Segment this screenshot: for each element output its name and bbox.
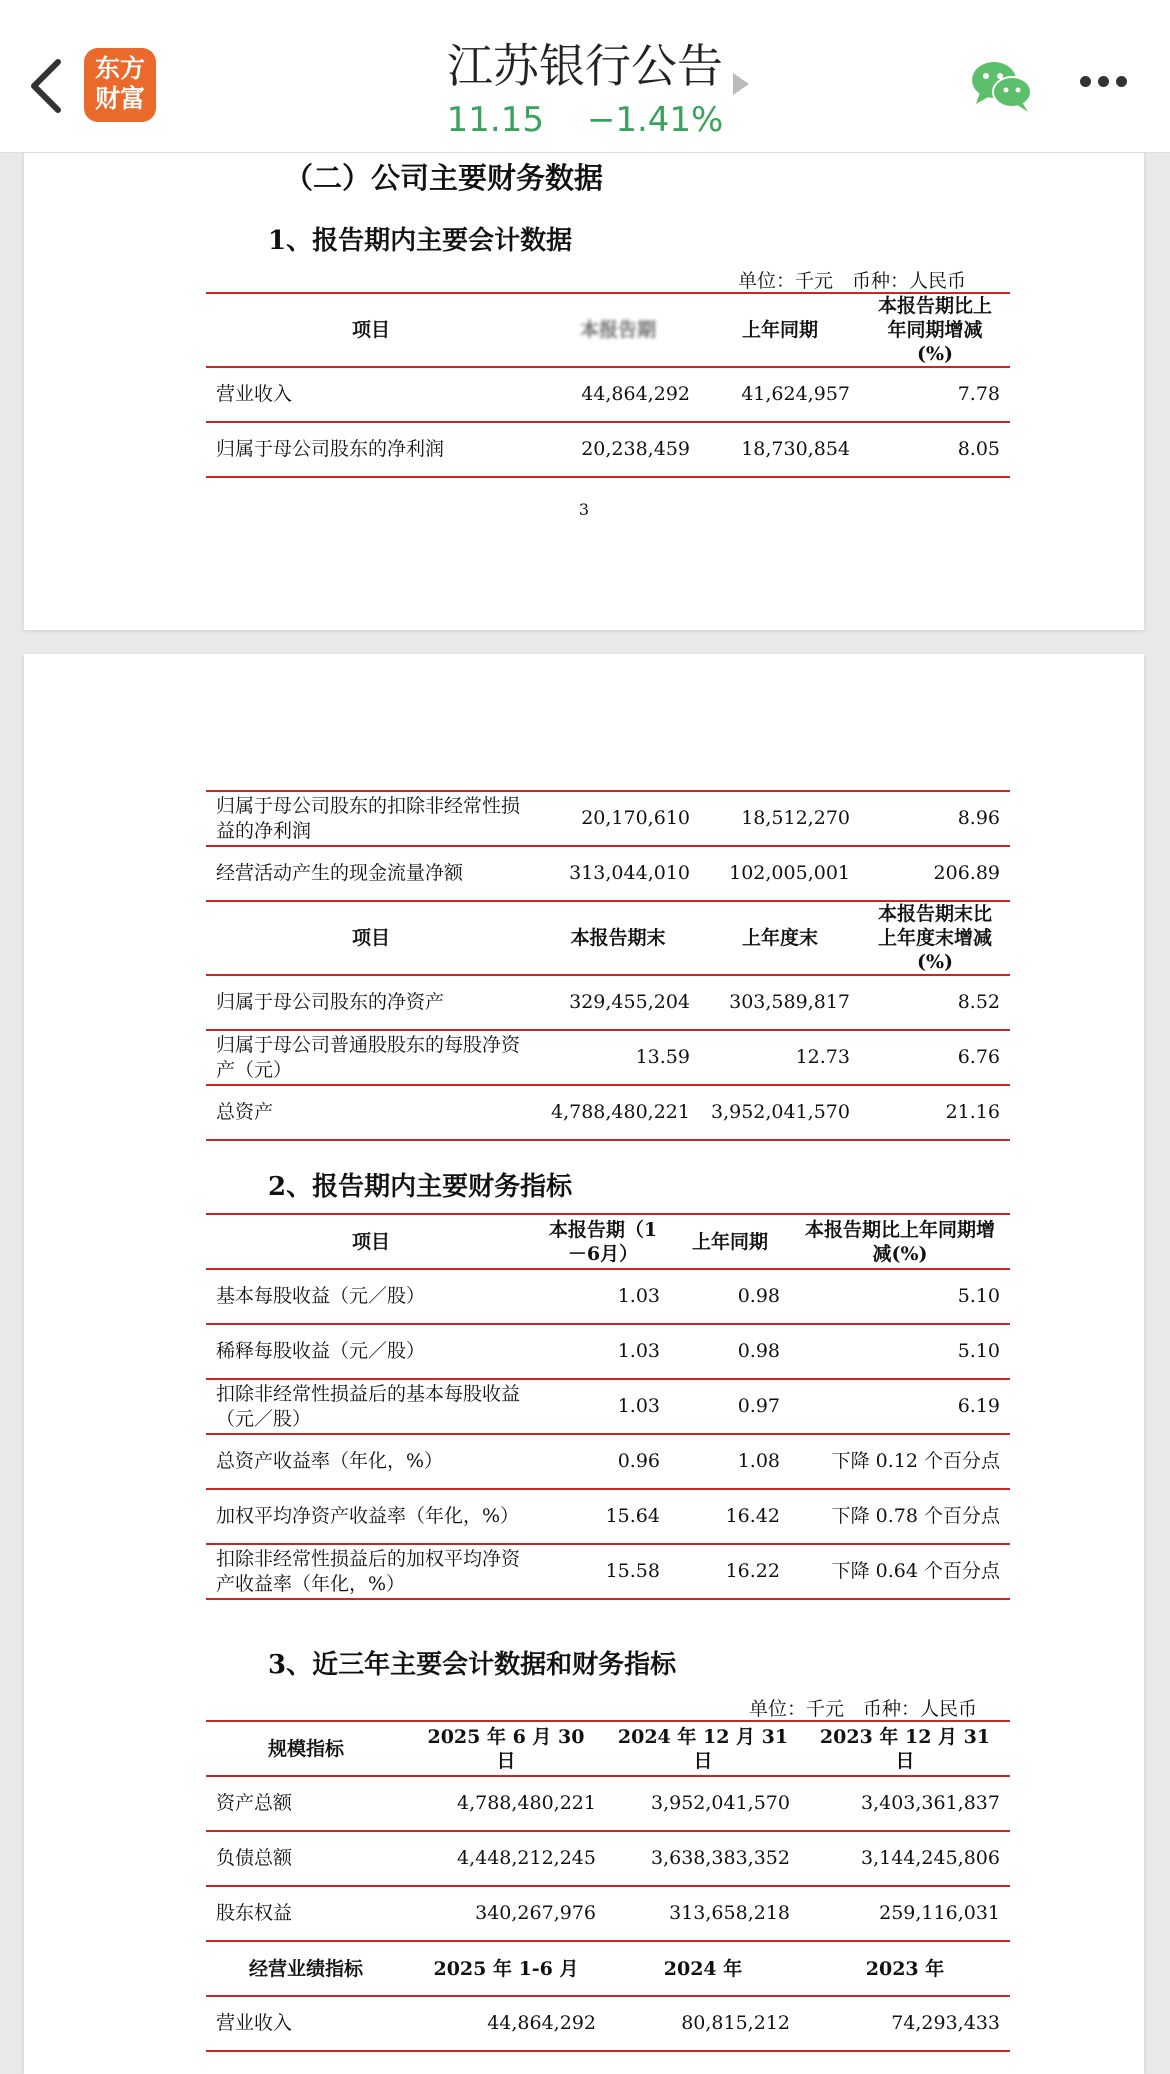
table-row	[206, 1324, 1010, 1379]
cell-value: 15.64	[536, 1489, 670, 1544]
table3-unit: 单位：千元 币种：人民币	[749, 1698, 978, 1720]
row-label: 营业收入	[206, 1996, 406, 2051]
cell-value: 3,952,041,570	[700, 1085, 860, 1140]
col-header: 2024 年	[606, 1941, 800, 1996]
col-header: 项目	[206, 901, 536, 975]
cell-value: 12.73	[700, 1030, 860, 1085]
table-row	[206, 1434, 1010, 1489]
cell-value: 303,589,817	[700, 975, 860, 1030]
table-row	[206, 1030, 1010, 1085]
table-header-row	[206, 293, 1010, 367]
row-label: 经营活动产生的现金流量净额	[206, 846, 536, 901]
col-header: 本报告期比上年同期增减(%)	[790, 1214, 1010, 1269]
table-header-row	[206, 1941, 1010, 1996]
col-header: 本报告期末	[536, 901, 700, 975]
cell-value: 4,448,212,245	[406, 1831, 606, 1886]
col-header: 2024 年 12 月 31 日	[606, 1721, 800, 1776]
cell-value: 329,455,204	[536, 975, 700, 1030]
col-header: 上年同期	[670, 1214, 790, 1269]
row-label: 负债总额	[206, 1831, 406, 1886]
page-number: 3	[578, 500, 590, 519]
table-header-row	[206, 901, 1010, 975]
table-row	[206, 791, 1010, 846]
table-row	[206, 1776, 1010, 1831]
cell-value: 1.03	[536, 1379, 670, 1434]
cell-value: 313,658,218	[606, 1886, 800, 1941]
table-row	[206, 1544, 1010, 1599]
row-label: 归属于母公司普通股股东的每股净资产（元）	[206, 1030, 536, 1085]
more-icon[interactable]	[1080, 72, 1136, 86]
table-row	[206, 975, 1010, 1030]
cell-value: 340,267,976	[406, 1886, 606, 1941]
cell-value: 8.96	[860, 791, 1010, 846]
table-row	[206, 1269, 1010, 1324]
cell-value: 5.10	[790, 1269, 1010, 1324]
top-nav-bar	[0, 0, 1170, 153]
eastmoney-logo[interactable]: 东方财富	[84, 48, 156, 122]
cell-value: 6.19	[790, 1379, 1010, 1434]
row-label: 加权平均净资产收益率（年化，%）	[206, 1489, 536, 1544]
table-row	[206, 1831, 1010, 1886]
row-label: 营业收入	[206, 367, 536, 422]
cell-value: 5.10	[790, 1324, 1010, 1379]
table-row	[206, 1379, 1010, 1434]
page-title: 江苏银行公告	[447, 39, 723, 93]
table3-heading: 3、近三年主要会计数据和财务指标	[268, 1650, 677, 1680]
cell-value: 7.78	[860, 367, 1010, 422]
cell-value: 0.98	[670, 1269, 790, 1324]
cell-value: 21.16	[860, 1085, 1010, 1140]
row-label: 扣除非经常性损益后的基本每股收益（元／股）	[206, 1379, 536, 1434]
cell-value: 0.98	[670, 1324, 790, 1379]
cell-value: 8.05	[860, 422, 1010, 477]
table-row	[206, 1996, 1010, 2051]
col-header: 项目	[206, 293, 536, 367]
cell-value: 20,238,459	[536, 422, 700, 477]
row-label: 扣除非经常性损益后的加权平均净资产收益率（年化，%）	[206, 1544, 536, 1599]
cell-value: 0.97	[670, 1379, 790, 1434]
table-row	[206, 1085, 1010, 1140]
accounting-data-table-continued	[206, 790, 1010, 1141]
wechat-share-icon[interactable]	[970, 58, 1034, 114]
table-row	[206, 846, 1010, 901]
cell-value: 1.08	[670, 1434, 790, 1489]
table2-heading: 2、报告期内主要财务指标	[268, 1172, 573, 1202]
document-page-3	[24, 140, 1144, 630]
cell-value: 313,044,010	[536, 846, 700, 901]
cell-value: 6.76	[860, 1030, 1010, 1085]
cell-value: 0.96	[536, 1434, 670, 1489]
stock-price: 11.15	[446, 100, 545, 140]
cell-value: 16.42	[670, 1489, 790, 1544]
col-header: 规模指标	[206, 1721, 406, 1776]
cell-value: 4,788,480,221	[536, 1085, 700, 1140]
cell-value: 206.89	[860, 846, 1010, 901]
cell-value: 3,403,361,837	[800, 1776, 1010, 1831]
row-label: 总资产	[206, 1085, 536, 1140]
stock-change: −1.41%	[586, 100, 724, 140]
cell-value: 16.22	[670, 1544, 790, 1599]
row-label: 总资产收益率（年化，%）	[206, 1434, 536, 1489]
col-header: 本报告期末比上年度末增减(%)	[860, 901, 1010, 975]
col-header: 经营业绩指标	[206, 1941, 406, 1996]
table-row	[206, 422, 1010, 477]
section-title: （二）公司主要财务数据	[284, 161, 604, 195]
row-label: 稀释每股收益（元／股）	[206, 1324, 536, 1379]
col-header: 上年同期	[700, 293, 860, 367]
row-label: 股东权益	[206, 1886, 406, 1941]
col-header: 本报告期（1－6月）	[536, 1214, 670, 1269]
table-header-row	[206, 1721, 1010, 1776]
document-page-4	[24, 654, 1144, 2074]
col-header: 本报告期	[536, 293, 700, 367]
cell-value: 259,116,031	[800, 1886, 1010, 1941]
col-header: 本报告期比上年同期增减(%)	[860, 293, 1010, 367]
play-triangle-icon[interactable]	[733, 73, 749, 95]
cell-value: 74,293,433	[800, 1996, 1010, 2051]
cell-value: 18,730,854	[700, 422, 860, 477]
table-row	[206, 367, 1010, 422]
cell-value: 44,864,292	[406, 1996, 606, 2051]
col-header: 2023 年	[800, 1941, 1010, 1996]
cell-value: 102,005,001	[700, 846, 860, 901]
cell-value: 3,952,041,570	[606, 1776, 800, 1831]
table1-heading: 1、报告期内主要会计数据	[268, 226, 573, 256]
cell-value: 4,788,480,221	[406, 1776, 606, 1831]
col-header: 2025 年 1-6 月	[406, 1941, 606, 1996]
table-header-row	[206, 1214, 1010, 1269]
accounting-data-table	[206, 292, 1010, 478]
row-label: 归属于母公司股东的净资产	[206, 975, 536, 1030]
cell-value: 41,624,957	[700, 367, 860, 422]
cell-value: 下降 0.12 个百分点	[790, 1434, 1010, 1489]
three-year-data-table	[206, 1720, 1010, 2052]
cell-value: 下降 0.64 个百分点	[790, 1544, 1010, 1599]
cell-value: 18,512,270	[700, 791, 860, 846]
financial-indicators-table	[206, 1213, 1010, 1600]
table-row	[206, 1489, 1010, 1544]
col-header: 项目	[206, 1214, 536, 1269]
col-header: 2025 年 6 月 30 日	[406, 1721, 606, 1776]
row-label: 资产总额	[206, 1776, 406, 1831]
col-header: 上年度末	[700, 901, 860, 975]
cell-value: 1.03	[536, 1269, 670, 1324]
cell-value: 44,864,292	[536, 367, 700, 422]
cell-value: 3,144,245,806	[800, 1831, 1010, 1886]
table1-unit: 单位：千元 币种：人民币	[738, 270, 967, 292]
cell-value: 20,170,610	[536, 791, 700, 846]
cell-value: 13.59	[536, 1030, 700, 1085]
cell-value: 8.52	[860, 975, 1010, 1030]
row-label: 归属于母公司股东的扣除非经常性损益的净利润	[206, 791, 536, 846]
cell-value: 1.03	[536, 1324, 670, 1379]
col-header: 2023 年 12 月 31 日	[800, 1721, 1010, 1776]
row-label: 基本每股收益（元／股）	[206, 1269, 536, 1324]
cell-value: 80,815,212	[606, 1996, 800, 2051]
cell-value: 3,638,383,352	[606, 1831, 800, 1886]
cell-value: 下降 0.78 个百分点	[790, 1489, 1010, 1544]
cell-value: 15.58	[536, 1544, 670, 1599]
row-label: 归属于母公司股东的净利润	[206, 422, 536, 477]
table-row	[206, 1886, 1010, 1941]
